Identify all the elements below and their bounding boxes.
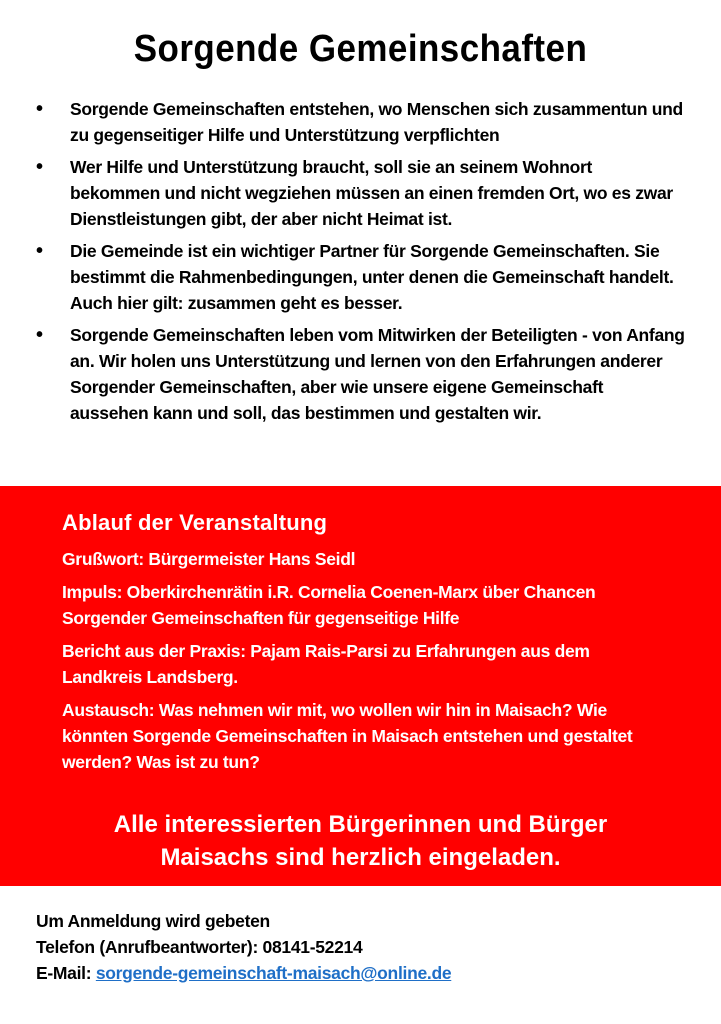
intro-bullet-list <box>36 96 686 432</box>
contact-info <box>36 908 686 986</box>
email-row <box>36 960 686 986</box>
bullet-text: Die Gemeinde ist ein wichtiger Partner für Sorgende Gemeinschaften. Sie bestimmt die Rahmenbedingungen, unter denen die Gemeinschaft handelt. Auch hier gilt: zusammen geht es besser. <box>70 241 674 313</box>
bullet-item <box>36 154 686 232</box>
program-item: Impuls: Oberkirchenrätin i.R. Cornelia Coenen-Marx über Chancen Sorgender Gemeinschaften für gegenseitige Hilfe <box>62 582 596 628</box>
program-item: Grußwort: Bürgermeister Hans Seidl <box>62 549 356 569</box>
bullet-icon: • <box>36 98 43 120</box>
bullet-item <box>36 322 686 426</box>
registration-note: Um Anmeldung wird gebeten <box>36 911 270 931</box>
invitation-line-1: Alle interessierten Bürgerinnen und Bürger <box>113 811 608 838</box>
bullet-item <box>36 96 686 148</box>
email-label: E-Mail: <box>36 963 92 983</box>
invitation-text <box>0 808 721 874</box>
bullet-icon: • <box>36 240 43 262</box>
bullet-text: Sorgende Gemeinschaften entstehen, wo Menschen sich zusammentun und zu gegenseitiger Hilfe und Unterstützung verpflichten <box>70 99 683 145</box>
program-item: Austausch: Was nehmen wir mit, wo wollen wir hin in Maisach? Wie könnten Sorgende Gemeinschaften in Maisach entstehen und gestaltet werden? Was ist zu tun? <box>62 700 633 772</box>
bullet-item <box>36 238 686 316</box>
program-item: Bericht aus der Praxis: Pajam Rais-Parsi zu Erfahrungen aus dem Landkreis Landsberg. <box>62 641 590 687</box>
bullet-text: Sorgende Gemeinschaften leben vom Mitwirken der Beteiligten - von Anfang an. Wir holen uns Unterstützung und lernen von den Erfahrungen anderer Sorgender Gemeinschaften, aber wie unsere eigene Gemeinschaft aussehen kann und soll, das bestimmen und gestalten wir. <box>70 325 685 423</box>
bullet-text: Wer Hilfe und Unterstützung braucht, soll sie an seinem Wohnort bekommen und nicht wegziehen müssen an einen fremden Ort, wo es zwar Dienstleistungen gibt, der aber nicht Heimat ist. <box>70 157 673 229</box>
email-link[interactable]: sorgende-gemeinschaft-maisach@online.de <box>95 963 452 983</box>
bullet-icon: • <box>36 156 43 178</box>
program-heading: Ablauf der Veranstaltung <box>62 510 328 535</box>
program-list <box>62 546 672 782</box>
phone-number: Telefon (Anrufbeantworter): 08141-52214 <box>36 937 363 957</box>
bullet-icon: • <box>36 324 43 346</box>
event-program-panel <box>0 486 721 886</box>
invitation-line-2: Maisachs sind herzlich eingeladen. <box>160 844 561 871</box>
page-title: Sorgende Gemeinschaften <box>133 28 588 70</box>
